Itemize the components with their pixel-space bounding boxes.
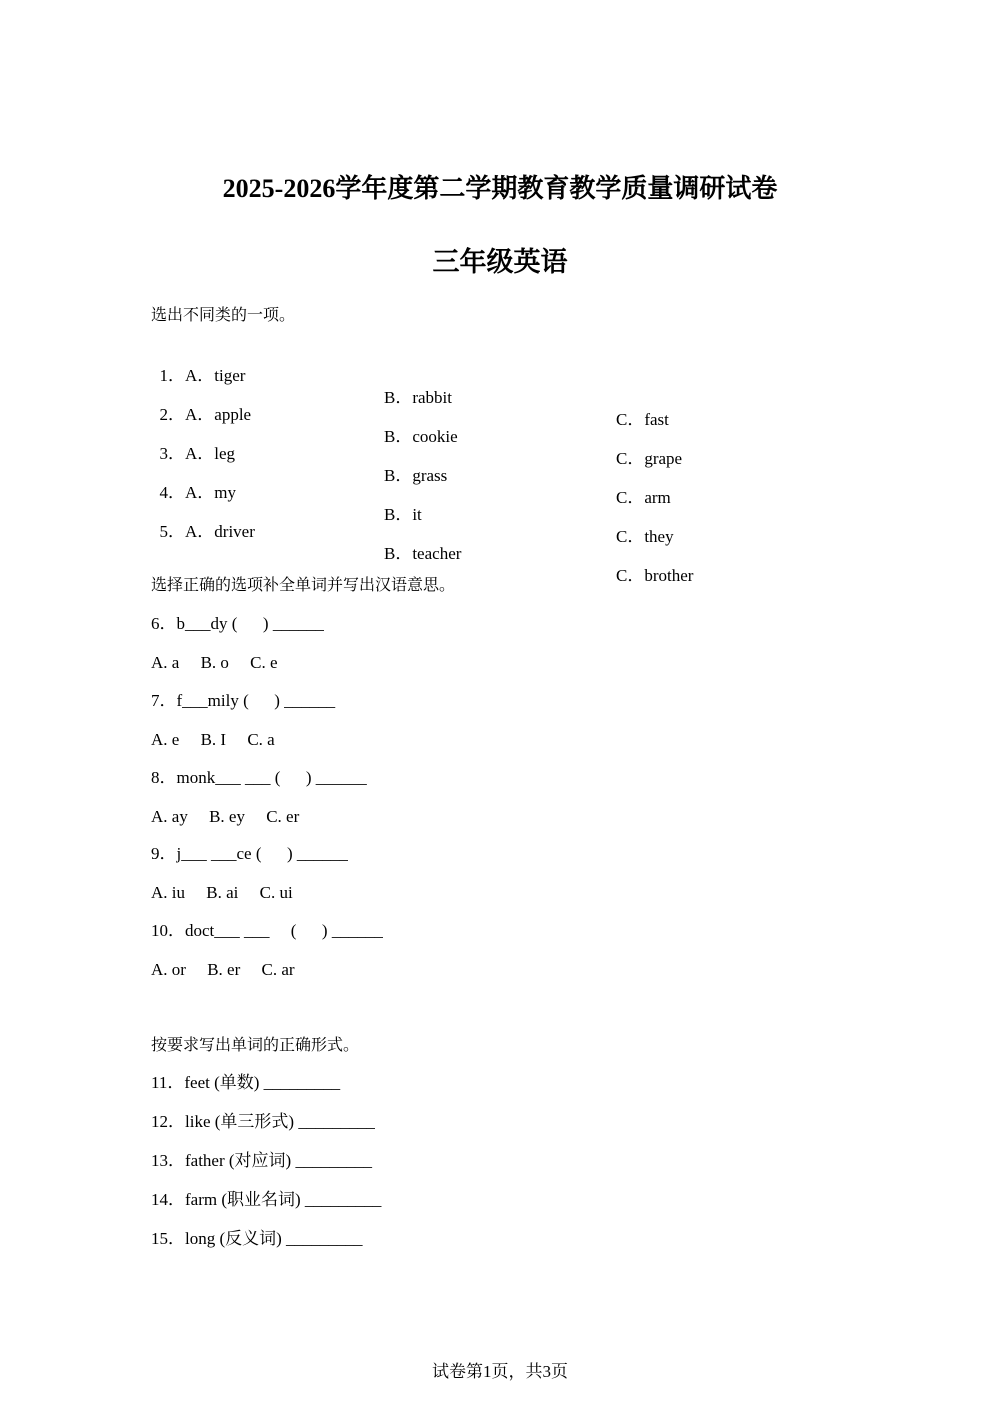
question-10-stem: 10．doct___ ___ ( ) ______ [151,921,383,940]
question-13: 13．father (对应词) _________ [151,1151,372,1170]
page-footer: 试卷第1页，共3页 [432,1362,568,1381]
question-5-option-c: C．brother [616,566,694,585]
question-2-option-c: C．grape [616,449,683,468]
question-4-option-c: C．they [616,527,674,546]
question-3-option-a: 3．A．leg [159,444,236,463]
question-12: 12．like (单三形式) _________ [151,1112,375,1131]
section2-instruction: 选择正确的选项补全单词并写出汉语意思。 [151,575,456,594]
exam-title: 2025-2026学年度第二学期教育教学质量调研试卷 [222,174,778,203]
question-4-option-b: B．it [384,505,422,524]
question-7-options: A. e B. I C. a [151,730,275,749]
section1-instruction: 选出不同类的一项。 [151,305,296,324]
question-6-options: A. a B. o C. e [151,653,278,672]
question-8-stem: 8．monk___ ___ ( ) ______ [151,768,367,787]
question-11: 11．feet (单数) _________ [151,1073,341,1092]
exam-subtitle: 三年级英语 [432,247,568,277]
question-10-options: A. or B. er C. ar [151,960,295,979]
question-7-stem: 7．f___mily ( ) ______ [151,691,336,710]
question-3-option-c: C．arm [616,488,671,507]
question-1-option-b: B．rabbit [384,388,452,407]
question-4-option-a: 4．A．my [159,483,236,502]
question-6-stem: 6．b___dy ( ) ______ [151,614,324,633]
question-1-option-a: 1．A．tiger [159,366,246,385]
question-5-option-a: 5．A．driver [159,522,255,541]
question-2-option-a: 2．A．apple [159,405,252,424]
section3-instruction: 按要求写出单词的正确形式。 [151,1035,360,1054]
question-2-option-b: B．cookie [384,427,458,446]
question-1-option-c: C．fast [616,410,669,429]
question-14: 14．farm (职业名词) _________ [151,1190,382,1209]
question-9-options: A. iu B. ai C. ui [151,883,293,902]
question-3-option-b: B．grass [384,466,448,485]
question-8-options: A. ay B. ey C. er [151,807,300,826]
question-15: 15．long (反义词) _________ [151,1229,363,1248]
question-9-stem: 9．j___ ___ce ( ) ______ [151,844,348,863]
question-5-option-b: B．teacher [384,544,462,563]
